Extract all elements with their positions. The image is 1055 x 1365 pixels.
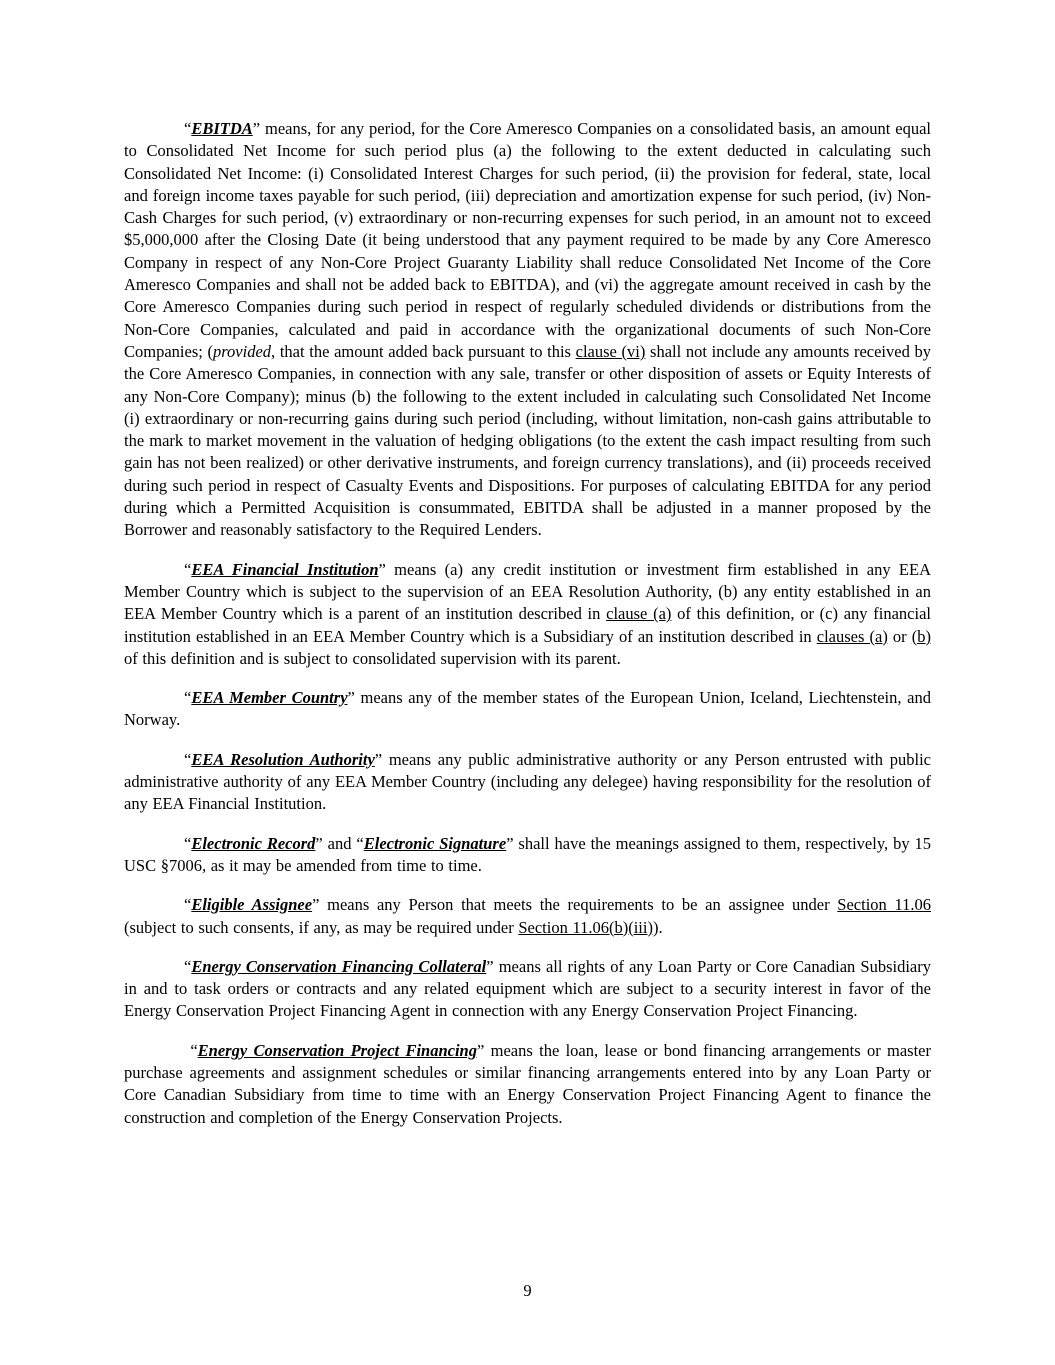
text-segment: ” and “	[315, 833, 364, 853]
text-segment: “	[184, 895, 192, 915]
para-electronic-record-signature	[124, 833, 931, 878]
text-segment: ” means any Person that meets the requirements to be an assignee under	[312, 895, 838, 915]
defined-term: Energy Conservation Financing Collateral	[191, 956, 487, 976]
text-segment: clause (a)	[606, 604, 672, 624]
defined-term: EEA Financial Institution	[191, 559, 379, 579]
text-segment: , that the amount added back pursuant to this	[271, 341, 576, 361]
para-energy-conservation-financing-collateral	[124, 956, 931, 1023]
text-segment: “	[184, 688, 192, 708]
para-eligible-assignee	[124, 894, 931, 939]
text-segment: ” means any public administrative authority or any Person entrusted with public administrative authority of any EEA Member Country (including any delegee) having responsibility for the resolution of any EEA Financial Institution.	[124, 749, 931, 814]
text-segment: ” means the loan, lease or bond financing arrangements or master purchase agreements and assignment schedules or similar financing arrangements entered into by any Loan Party or Core Canadian Subsidiary from time to time with an Energy Conservation Project Financing Agent to finance the construction and completion of the Energy Conservation Projects.	[124, 1040, 932, 1127]
text-segment: of this definition and is subject to consolidated supervision with its parent.	[124, 648, 621, 668]
text-segment: “	[184, 1040, 198, 1060]
text-segment: “	[184, 559, 192, 579]
text-segment: ” means any of the member states of the European Union, Iceland, Liechtenstein, and Norway.	[124, 688, 931, 730]
text-segment: ” means, for any period, for the Core Ameresco Companies on a consolidated basis, an amount equal to Consolidated Net Income for such period plus (a) the following to the extent deducted in calculating such Consolidated Net Income: (i) Consolidated Interest Charges for such period, (ii) the provision for federal, state, local and foreign income taxes payable for such period, (iii) depreciation and amortization expense for such period, (iv) Non-Cash Charges for such period, (v) extraordinary or non-recurring expenses for such period, in an amount not to exceed $5,000,000 after the Closing Date (it being understood that any payment required to be made by any Core Ameresco Company in respect of any Non-Core Project Guaranty Liability shall reduce Consolidated Net Income of the Core Ameresco Companies and shall not be added back to EBITDA), and (vi) the aggregate amount received in cash by the Core Ameresco Companies during such period in respect of regularly scheduled dividends or distributions from the Non-Core Companies, calculated and paid in accordance with the organizational documents of such Non-Core Companies; (	[124, 119, 931, 361]
text-segment: ” means (a) any credit institution or investment firm established in any EEA Member Country which is subject to the supervision of an EEA Resolution Authority, (b) any entity established in an EEA Member Country which is a parent of an institution described in	[124, 559, 931, 624]
text-segment: “	[184, 119, 192, 138]
defined-term: Eligible Assignee	[191, 895, 313, 915]
text-segment: clauses (a)	[816, 626, 888, 646]
text-segment: “	[184, 956, 192, 976]
text-segment: of this definition, or (c) any financial institution established in an EEA Member Country which is a Subsidiary of an institution described in	[124, 604, 931, 646]
defined-term: Electronic Signature	[363, 833, 507, 853]
text-segment: provided	[213, 341, 272, 361]
para-energy-conservation-project-financing	[124, 1040, 931, 1129]
text-segment: clause (vi)	[575, 341, 646, 361]
defined-term: EEA Member Country	[191, 688, 348, 708]
para-eea-member-country	[124, 687, 931, 732]
text-segment: “	[184, 749, 192, 769]
text-segment: Section 11.06	[837, 895, 931, 915]
text-segment: shall not include any amounts received by the Core Ameresco Companies, in connection with any sale, transfer or other disposition of assets or Equity Interests of any Non-Core Company); minus (b) the following to the extent included in calculating such Consolidated Net Income (i) extraordinary or non-recurring gains during such period (including, without limitation, non-cash gains attributable to the mark to market movement in the valuation of hedging obligations (to the extent the cash impact resulting from such gain has not been realized) or other derivative instruments, and foreign currency translations), and (ii) proceeds received during such period in respect of Casualty Events and Dispositions. For purposes of calculating EBITDA for any period during which a Permitted Acquisition is consummated, EBITDA shall be adjusted in a manner proposed by the Borrower and reasonably satisfactory to the Required Lenders.	[124, 341, 931, 540]
para-eea-resolution-authority	[124, 749, 931, 816]
document-body	[124, 118, 931, 1146]
para-eea-financial-institution	[124, 559, 931, 670]
text-segment: ” shall have the meanings assigned to them, respectively, by 15 USC §7006, as it may be amended from time to time.	[124, 833, 931, 875]
text-segment: (subject to such consents, if any, as may be required under	[124, 917, 519, 937]
page-number: 9	[523, 1281, 532, 1300]
defined-term: EEA Resolution Authority	[191, 749, 375, 769]
text-segment: or	[887, 626, 912, 646]
text-segment: “	[184, 833, 192, 853]
text-segment: ).	[652, 917, 663, 937]
text-segment: Section 11.06(b)(iii)	[518, 917, 653, 937]
defined-term: EBITDA	[191, 119, 253, 138]
defined-term: Energy Conservation Project Financing	[197, 1040, 477, 1060]
defined-term: Electronic Record	[191, 833, 316, 853]
text-segment: (b)	[911, 626, 932, 646]
para-ebitda	[124, 118, 931, 542]
text-segment: ” means all rights of any Loan Party or Core Canadian Subsidiary in and to task orders or contracts and any related equipment which are subject to a security interest in favor of the Energy Conservation Project Financing Agent in connection with any Energy Conservation Project Financing.	[124, 956, 931, 1021]
